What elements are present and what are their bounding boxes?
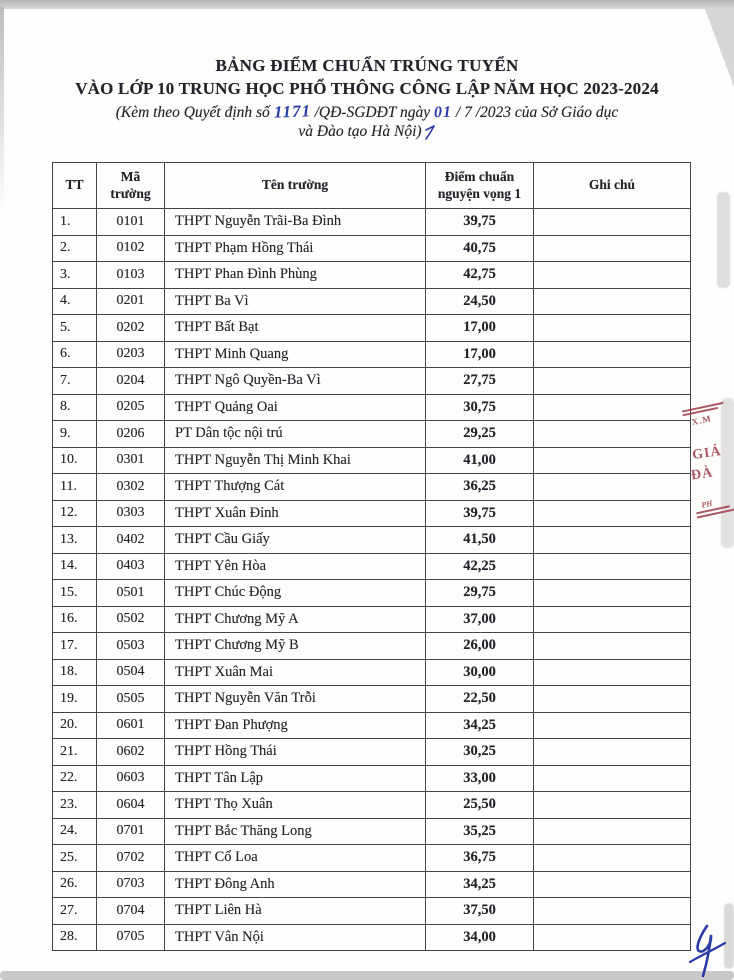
school-code: 0102 [97,235,165,262]
score-value: 34,00 [426,924,534,951]
score-value: 41,50 [426,527,534,554]
note-cell [534,421,691,448]
note-cell [534,845,691,872]
note-cell [534,686,691,713]
table-row [53,659,691,686]
school-name: THPT Yên Hòa [165,553,426,580]
row-index: 21. [53,739,97,766]
table-row [53,527,691,554]
col-header-tt: TT [53,163,97,209]
school-code: 0601 [97,712,165,739]
school-name: THPT Nguyễn Thị Minh Khai [165,447,426,474]
note-cell [534,765,691,792]
score-value: 39,75 [426,500,534,527]
decree-prefix: (Kèm theo Quyết định số [115,104,270,121]
note-cell [534,527,691,554]
table-row [53,262,691,289]
school-code: 0103 [97,262,165,289]
score-value: 29,25 [426,421,534,448]
note-cell [534,712,691,739]
table-row [53,421,691,448]
decree-suffix: / 7 /2023 của Sở Giáo dục [455,104,619,121]
row-index: 11. [53,474,97,501]
score-value: 26,00 [426,633,534,660]
row-index: 18. [53,659,97,686]
school-code: 0705 [97,924,165,951]
table-row [53,898,691,925]
note-cell [534,792,691,819]
school-name: THPT Quảng Oai [165,394,426,421]
school-code: 0502 [97,606,165,633]
row-index: 23. [53,792,97,819]
note-cell [534,606,691,633]
note-cell [534,368,691,395]
score-value: 17,00 [426,341,534,368]
col-header-note: Ghi chú [534,163,691,209]
admission-score-table [52,162,691,951]
note-cell [534,262,691,289]
school-code: 0702 [97,845,165,872]
school-code: 0703 [97,871,165,898]
school-code: 0206 [97,421,165,448]
table-row [53,712,691,739]
school-name: THPT Chương Mỹ A [165,606,426,633]
row-index: 7. [53,368,97,395]
note-cell [534,659,691,686]
decree-reference-line2 [0,123,734,141]
score-value: 35,25 [426,818,534,845]
school-name: PT Dân tộc nội trú [165,421,426,448]
school-code: 0403 [97,553,165,580]
stamp-text-fragment: X.M [690,413,713,428]
school-name: THPT Thọ Xuân [165,792,426,819]
score-value: 36,75 [426,845,534,872]
score-value: 34,25 [426,871,534,898]
scan-edge-top [0,0,734,9]
score-value: 37,00 [426,606,534,633]
school-code: 0602 [97,739,165,766]
table-row [53,845,691,872]
school-code: 0501 [97,580,165,607]
score-value: 22,50 [426,686,534,713]
row-index: 16. [53,606,97,633]
school-code: 0202 [97,315,165,342]
score-value: 41,00 [426,447,534,474]
stamp-text-fragment: ĐÀ [690,465,715,484]
row-index: 14. [53,553,97,580]
school-name: THPT Bắc Thăng Long [165,818,426,845]
table-row [53,924,691,951]
school-name: THPT Xuân Đỉnh [165,500,426,527]
table-row [53,288,691,315]
school-code: 0101 [97,209,165,236]
score-value: 42,75 [426,262,534,289]
school-name: THPT Thượng Cát [165,474,426,501]
scan-edge-bottom [0,971,734,980]
row-index: 26. [53,871,97,898]
table-row [53,792,691,819]
row-index: 28. [53,924,97,951]
row-index: 1. [53,209,97,236]
table-row [53,235,691,262]
row-index: 20. [53,712,97,739]
school-name: THPT Đan Phượng [165,712,426,739]
table-header [53,163,691,209]
school-code: 0303 [97,500,165,527]
school-name: THPT Minh Quang [165,341,426,368]
decree-middle: /QĐ-SGDĐT ngày [314,104,431,121]
row-index: 2. [53,235,97,262]
document-header [0,56,734,141]
school-name: THPT Chúc Động [165,580,426,607]
note-cell [534,235,691,262]
row-index: 10. [53,447,97,474]
school-code: 0504 [97,659,165,686]
table-row [53,739,691,766]
school-code: 0503 [97,633,165,660]
row-index: 17. [53,633,97,660]
school-code: 0604 [97,792,165,819]
school-name: THPT Tân Lập [165,765,426,792]
handwritten-decree-number: 1171 [273,101,312,122]
note-cell [534,394,691,421]
school-name: THPT Bất Bạt [165,315,426,342]
school-name: THPT Ba Vì [165,288,426,315]
table-row [53,474,691,501]
row-index: 27. [53,898,97,925]
table-row [53,341,691,368]
scan-edge-shadow [717,192,730,288]
row-index: 22. [53,765,97,792]
school-code: 0704 [97,898,165,925]
table-row [53,315,691,342]
table-row [53,209,691,236]
table-row [53,447,691,474]
row-index: 9. [53,421,97,448]
table-row [53,818,691,845]
note-cell [534,871,691,898]
table-row [53,394,691,421]
score-value: 30,25 [426,739,534,766]
handwritten-page-mark [686,922,730,980]
note-cell [534,924,691,951]
score-value: 24,50 [426,288,534,315]
score-value: 39,75 [426,209,534,236]
school-code: 0201 [97,288,165,315]
table-row [53,686,691,713]
row-index: 12. [53,500,97,527]
row-index: 13. [53,527,97,554]
decree-reference-line [0,102,734,122]
col-header-score: Điểm chuẩn nguyện vọng 1 [426,163,534,209]
school-name: THPT Liên Hà [165,898,426,925]
row-index: 3. [53,262,97,289]
row-index: 15. [53,580,97,607]
score-value: 37,50 [426,898,534,925]
note-cell [534,739,691,766]
score-value: 33,00 [426,765,534,792]
table-row [53,368,691,395]
school-code: 0603 [97,765,165,792]
table-row [53,500,691,527]
table-row [53,765,691,792]
row-index: 6. [53,341,97,368]
note-cell [534,580,691,607]
handwritten-tick-mark [424,125,436,140]
school-name: THPT Xuân Mai [165,659,426,686]
school-name: THPT Nguyễn Trãi-Ba Đình [165,209,426,236]
school-name: THPT Hồng Thái [165,739,426,766]
school-name: THPT Ngô Quyền-Ba Vì [165,368,426,395]
school-code: 0402 [97,527,165,554]
school-code: 0205 [97,394,165,421]
row-index: 24. [53,818,97,845]
table-row [53,553,691,580]
note-cell [534,553,691,580]
note-cell [534,474,691,501]
col-header-school-code: Mã trường [97,163,165,209]
table-row [53,580,691,607]
row-index: 5. [53,315,97,342]
stamp-text-fragment: PH [700,498,714,510]
school-name: THPT Cầu Giấy [165,527,426,554]
school-name: THPT Đông Anh [165,871,426,898]
score-value: 42,25 [426,553,534,580]
table-row [53,606,691,633]
school-name: THPT Phan Đình Phùng [165,262,426,289]
table-row [53,633,691,660]
table-body [53,209,691,951]
school-code: 0301 [97,447,165,474]
school-name: THPT Cổ Loa [165,845,426,872]
score-value: 17,00 [426,315,534,342]
row-index: 8. [53,394,97,421]
decree-issuer: và Đào tạo Hà Nội) [298,123,422,140]
col-header-school-name: Tên trường [165,163,426,209]
score-value: 25,50 [426,792,534,819]
row-index: 4. [53,288,97,315]
note-cell [534,500,691,527]
score-value: 30,00 [426,659,534,686]
stamp-text-fragment: GIÁ [691,444,723,464]
note-cell [534,447,691,474]
score-value: 29,75 [426,580,534,607]
school-name: THPT Phạm Hồng Thái [165,235,426,262]
note-cell [534,818,691,845]
score-value: 36,25 [426,474,534,501]
note-cell [534,209,691,236]
school-name: THPT Nguyễn Văn Trỗi [165,686,426,713]
score-value: 30,75 [426,394,534,421]
note-cell [534,633,691,660]
document-title-line2: VÀO LỚP 10 TRUNG HỌC PHỔ THÔNG CÔNG LẬP NĂM HỌC 2023-2024 [75,79,659,98]
handwritten-day: 01 [433,103,453,122]
note-cell [534,898,691,925]
note-cell [534,341,691,368]
school-name: THPT Vân Nội [165,924,426,951]
score-value: 27,75 [426,368,534,395]
school-code: 0505 [97,686,165,713]
school-code: 0302 [97,474,165,501]
score-value: 34,25 [426,712,534,739]
row-index: 19. [53,686,97,713]
document-title-line1: BẢNG ĐIỂM CHUẨN TRÚNG TUYỂN [215,56,519,75]
school-code: 0701 [97,818,165,845]
row-index: 25. [53,845,97,872]
table-row [53,871,691,898]
school-name: THPT Chương Mỹ B [165,633,426,660]
note-cell [534,288,691,315]
score-value: 40,75 [426,235,534,262]
school-code: 0203 [97,341,165,368]
school-code: 0204 [97,368,165,395]
note-cell [534,315,691,342]
